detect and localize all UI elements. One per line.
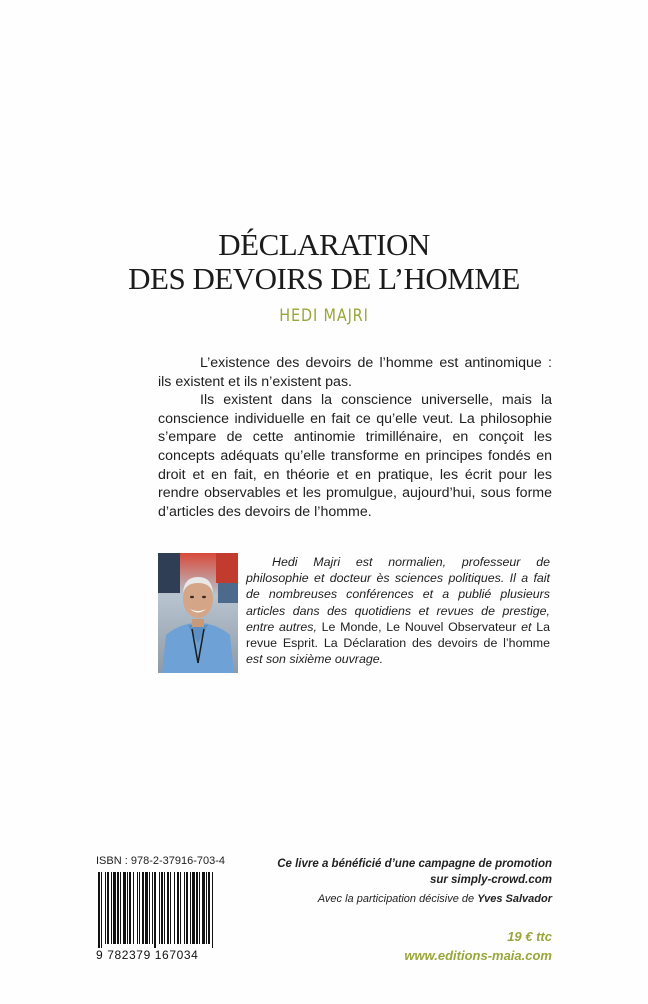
barcode-bar — [149, 872, 150, 944]
barcode-bar — [105, 872, 106, 944]
barcode-bar — [145, 872, 148, 944]
barcode-bar — [174, 872, 175, 944]
barcode-bar — [123, 872, 126, 944]
barcode-bar — [190, 872, 191, 944]
barcode-bar — [139, 872, 140, 944]
barcode-bar — [184, 872, 185, 944]
barcode-digits: 9 782379 167034 — [96, 948, 199, 962]
barcode-bar — [111, 872, 112, 944]
participation-note — [318, 893, 552, 905]
barcode-bar — [186, 872, 188, 944]
barcode-bar — [129, 872, 131, 944]
bio-publication-3: La revue Esprit — [246, 619, 550, 651]
barcode-bar — [117, 872, 119, 944]
book-title-line2: DES DEVOIRS DE L’HOMME — [128, 261, 520, 296]
bio-publication-1: Le Monde — [321, 619, 379, 634]
author-portrait-image — [158, 553, 238, 673]
book-title-line1: DÉCLARATION — [218, 227, 430, 262]
bio-book-title: La Déclaration des devoirs de l’homme — [323, 636, 550, 651]
barcode-bar — [133, 872, 134, 944]
participation-name: Yves Salvador — [477, 893, 552, 905]
isbn-label: ISBN : 978-2-37916-703-4 — [96, 855, 226, 867]
barcode-bar — [159, 872, 160, 944]
bio-separator-2: . — [314, 636, 324, 651]
publisher-website: www.editions-maia.com — [404, 948, 552, 963]
price-label: 19 € ttc — [507, 929, 552, 944]
barcode-bar — [167, 872, 169, 944]
participation-prefix: Avec la participation décisive de — [317, 893, 478, 905]
barcode-bar — [120, 872, 121, 944]
bio-text-2: est son sixième ouvrage. — [246, 652, 384, 667]
author-biography — [246, 554, 550, 667]
author-name: HEDI MAJRI — [279, 306, 369, 326]
bio-publication-2: Le Nouvel Observateur — [386, 619, 517, 634]
bio-separator-1: , — [378, 619, 387, 634]
barcode-bar — [202, 872, 205, 944]
barcode-bar — [113, 872, 116, 944]
barcode-bar — [164, 872, 165, 944]
barcode-bar — [199, 872, 200, 944]
barcode-bar — [212, 872, 213, 948]
barcode-bar — [98, 872, 100, 948]
bio-text-1: Hedi Majri est normalien, professeur de philosophie et docteur ès sciences politiques. Il a fait de nombreuses conférences et a publié plusieurs articles dans des quotidiens et revues de prestige, entre autres, — [246, 555, 550, 634]
barcode-bar — [101, 872, 102, 948]
barcode-bar — [137, 872, 138, 944]
barcode-bar — [142, 872, 144, 944]
barcode-bar — [208, 872, 210, 944]
promotion-line-2: sur simply-crowd.com — [429, 874, 552, 886]
barcode-bar — [192, 872, 195, 944]
promotion-note — [277, 856, 552, 888]
barcode-bar — [152, 872, 153, 944]
barcode-bar — [196, 872, 198, 944]
barcode-image — [96, 872, 216, 948]
summary-paragraph-1: L’existence des devoirs de l’homme est antinomique : ils existent et ils n’existent pas. — [158, 355, 552, 390]
barcode-bar — [170, 872, 171, 944]
summary-paragraph-2: Ils existent dans la conscience universelle, mais la conscience individuelle en fait ce qu’elle veut. La philosophie s’empare de cette antinomie trimillénaire, en conçoit les concepts adéquats qu’elle transforme en principes fondés en droit et en fait, en théorie et en pratique, les écrit pour les rendre observables et les promulgue, aujourd’hui, sous forme d’articles des devoirs de l’homme. — [158, 392, 552, 520]
author-photo — [158, 553, 238, 673]
promotion-line-1: Ce livre a bénéficié d’une campagne de promotion — [277, 858, 552, 870]
barcode-bar — [206, 872, 207, 944]
barcode-bar — [154, 872, 156, 948]
bio-and: et — [516, 619, 537, 634]
barcode-bar — [127, 872, 128, 944]
barcode-bar — [161, 872, 163, 944]
barcode-bar — [107, 872, 109, 944]
barcode-bar — [180, 872, 181, 944]
summary-text — [158, 354, 552, 521]
barcode-bar — [177, 872, 179, 944]
